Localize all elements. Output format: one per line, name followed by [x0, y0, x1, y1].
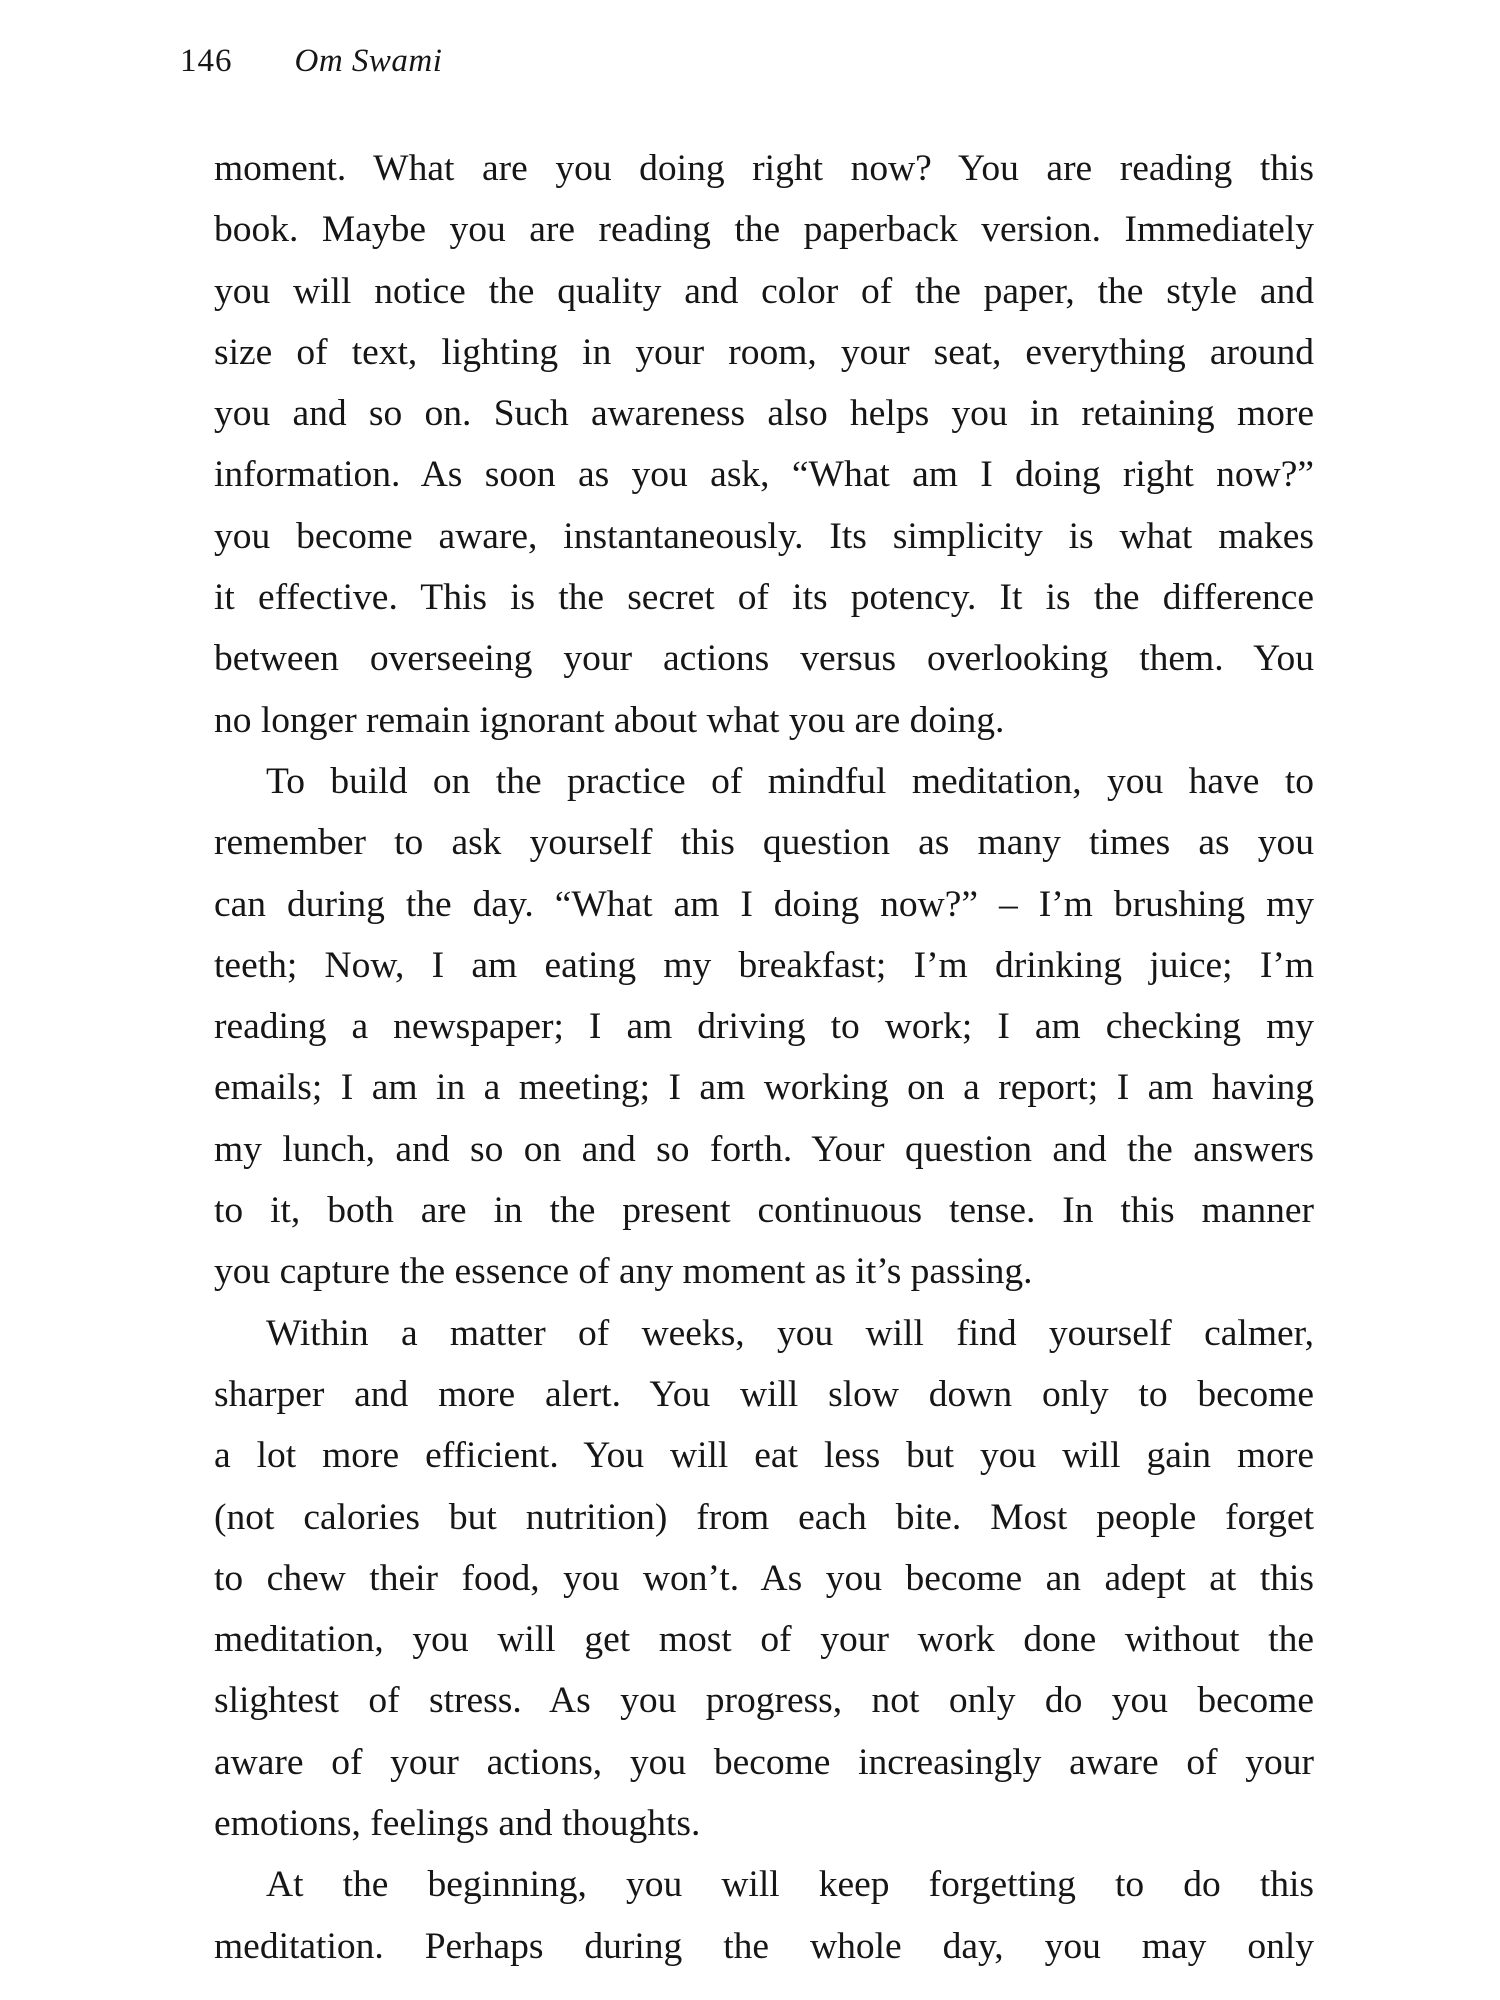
text-line: you become aware, instantaneously. Its simplicity is what makes	[214, 515, 1314, 557]
paragraph-3	[214, 1303, 1314, 1855]
text-line: meditation. Perhaps during the whole day, you may only	[214, 1925, 1314, 1967]
text-line: emotions, feelings and thoughts.	[214, 1803, 701, 1845]
paragraph-1	[214, 138, 1314, 751]
running-head-author: Om Swami	[294, 43, 443, 79]
paragraph-2	[214, 751, 1314, 1303]
body-text	[214, 138, 1314, 1977]
text-line: you and so on. Such awareness also helps you in retaining more	[214, 393, 1314, 435]
text-line: To build on the practice of mindful meditation, you have to	[266, 760, 1314, 802]
text-line: it effective. This is the secret of its potency. It is the difference	[214, 577, 1314, 619]
text-line: book. Maybe you are reading the paperback version. Immediately	[214, 209, 1314, 251]
text-line: to it, both are in the present continuous tense. In this manner	[214, 1190, 1314, 1232]
text-line: At the beginning, you will keep forgetting to do this	[266, 1864, 1314, 1906]
page-number: 146	[180, 43, 233, 79]
text-line: to chew their food, you won’t. As you become an adept at this	[214, 1557, 1314, 1599]
text-line: you capture the essence of any moment as it’s passing.	[214, 1251, 1033, 1293]
text-line: reading a newspaper; I am driving to work; I am checking my	[214, 1006, 1314, 1048]
text-line: information. As soon as you ask, “What am I doing right now?”	[214, 454, 1314, 496]
text-line: can during the day. “What am I doing now?” – I’m brushing my	[214, 883, 1314, 925]
running-head	[180, 36, 442, 86]
text-line: moment. What are you doing right now? You are reading this	[214, 148, 1314, 189]
text-line: a lot more efficient. You will eat less but you will gain more	[214, 1435, 1314, 1477]
text-line: meditation, you will get most of your work done without the	[214, 1619, 1314, 1661]
text-line: my lunch, and so on and so forth. Your question and the answers	[214, 1128, 1314, 1170]
text-line: Within a matter of weeks, you will find yourself calmer,	[266, 1312, 1314, 1354]
text-line: slightest of stress. As you progress, not only do you become	[214, 1680, 1314, 1722]
text-line: (not calories but nutrition) from each bite. Most people forget	[214, 1496, 1314, 1538]
text-line: no longer remain ignorant about what you are doing.	[214, 699, 1005, 741]
paragraph-4	[214, 1854, 1314, 1977]
text-line: aware of your actions, you become increasingly aware of your	[214, 1741, 1314, 1783]
text-line: teeth; Now, I am eating my breakfast; I’m drinking juice; I’m	[214, 944, 1314, 986]
text-line: emails; I am in a meeting; I am working on a report; I am having	[214, 1067, 1314, 1109]
text-line: remember to ask yourself this question as many times as you	[214, 822, 1314, 864]
text-line: you will notice the quality and color of the paper, the style and	[214, 270, 1314, 312]
text-line: size of text, lighting in your room, your seat, everything around	[214, 331, 1314, 373]
text-line: between overseeing your actions versus overlooking them. You	[214, 638, 1314, 680]
text-line: sharper and more alert. You will slow down only to become	[214, 1373, 1314, 1415]
